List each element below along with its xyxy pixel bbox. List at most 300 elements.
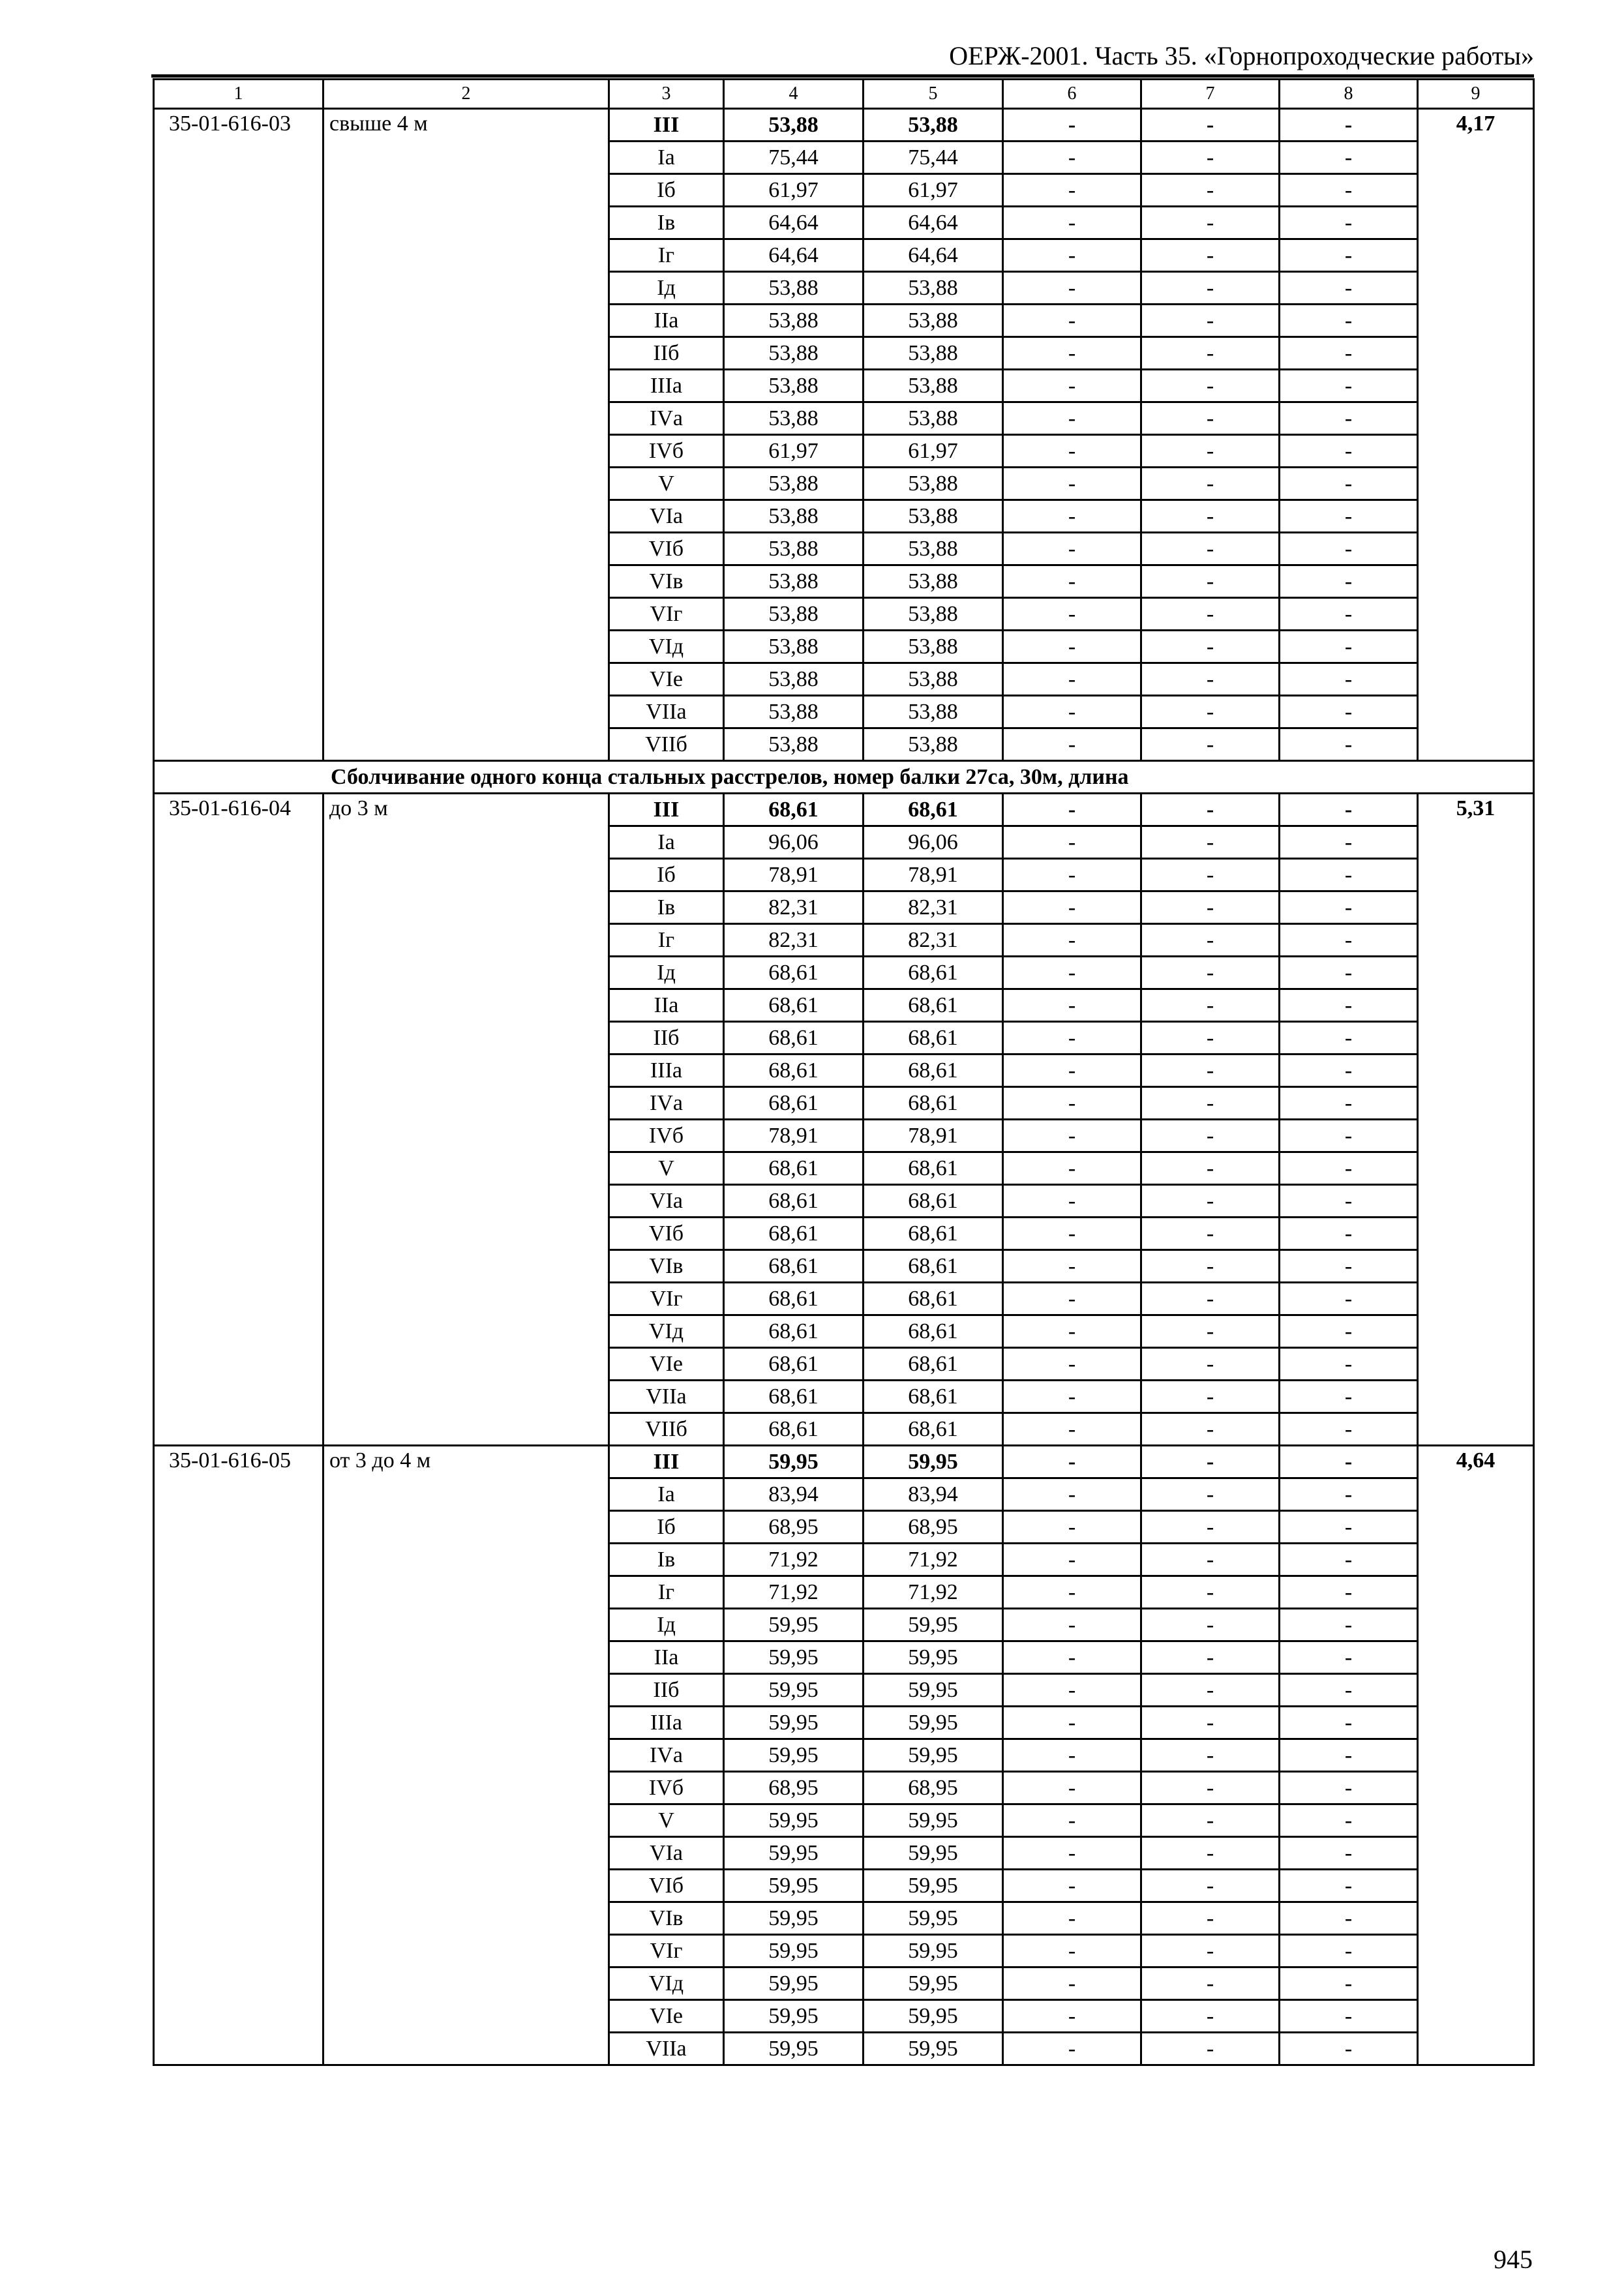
value-col4: 68,61 xyxy=(724,989,864,1022)
value-col6: - xyxy=(1003,565,1141,598)
value-col4: 78,91 xyxy=(724,859,864,891)
value-col5: 59,95 xyxy=(864,1870,1003,1902)
value-col4: 53,88 xyxy=(724,370,864,402)
value-col7: - xyxy=(1141,1348,1280,1381)
value-col4: 68,61 xyxy=(724,1348,864,1381)
value-col8: - xyxy=(1280,1185,1418,1218)
value-col4: 64,64 xyxy=(724,207,864,239)
zone-cell: Iа xyxy=(609,826,724,859)
value-col7: - xyxy=(1141,1870,1280,1902)
value-col6: - xyxy=(1003,1120,1141,1152)
value-col8: - xyxy=(1280,1707,1418,1739)
value-col8: - xyxy=(1280,1218,1418,1250)
value-col5: 68,61 xyxy=(864,1152,1003,1185)
zone-cell: IIIа xyxy=(609,1707,724,1739)
zone-cell: VIа xyxy=(609,1185,724,1218)
value-col5: 59,95 xyxy=(864,1739,1003,1772)
value-col4: 53,88 xyxy=(724,337,864,370)
value-col7: - xyxy=(1141,794,1280,826)
value-col7: - xyxy=(1141,1576,1280,1609)
value-col7: - xyxy=(1141,370,1280,402)
value-col7: - xyxy=(1141,1152,1280,1185)
value-col6: - xyxy=(1003,2033,1141,2065)
value-col4: 53,88 xyxy=(724,565,864,598)
value-col7: - xyxy=(1141,2033,1280,2065)
value-col4: 68,61 xyxy=(724,1185,864,1218)
zone-cell: VIа xyxy=(609,1837,724,1870)
value-col6: - xyxy=(1003,1446,1141,1478)
value-col6: - xyxy=(1003,1902,1141,1935)
value-col4: 68,61 xyxy=(724,957,864,989)
value-col4: 59,95 xyxy=(724,1707,864,1739)
value-col5: 68,95 xyxy=(864,1772,1003,1804)
value-col7: - xyxy=(1141,435,1280,468)
value-col8: - xyxy=(1280,1055,1418,1087)
value-col8: - xyxy=(1280,1804,1418,1837)
value-col6: - xyxy=(1003,239,1141,272)
value-col7: - xyxy=(1141,728,1280,761)
value-col8: - xyxy=(1280,826,1418,859)
zone-cell: IVб xyxy=(609,435,724,468)
value-col4: 59,95 xyxy=(724,1641,864,1674)
value-col7: - xyxy=(1141,239,1280,272)
value-col4: 53,88 xyxy=(724,500,864,533)
value-col5: 68,61 xyxy=(864,1413,1003,1446)
zone-cell: IIа xyxy=(609,989,724,1022)
value-col7: - xyxy=(1141,533,1280,565)
value-col8: - xyxy=(1280,468,1418,500)
value-col5: 61,97 xyxy=(864,174,1003,207)
value-col5: 53,88 xyxy=(864,402,1003,435)
value-col5: 75,44 xyxy=(864,142,1003,174)
value-col7: - xyxy=(1141,1544,1280,1576)
value-col5: 53,88 xyxy=(864,337,1003,370)
value-col6: - xyxy=(1003,957,1141,989)
value-col8: - xyxy=(1280,1902,1418,1935)
header-rule xyxy=(151,74,1534,78)
value-col8: - xyxy=(1280,1446,1418,1478)
zone-cell: III xyxy=(609,794,724,826)
value-col4: 53,88 xyxy=(724,728,864,761)
value-col8: - xyxy=(1280,1478,1418,1511)
column-number: 4 xyxy=(724,80,864,109)
value-col7: - xyxy=(1141,402,1280,435)
value-col6: - xyxy=(1003,826,1141,859)
zone-cell: V xyxy=(609,1152,724,1185)
value-col7: - xyxy=(1141,1315,1280,1348)
value-col7: - xyxy=(1141,1120,1280,1152)
value-col8: - xyxy=(1280,2033,1418,2065)
value-col5: 59,95 xyxy=(864,1641,1003,1674)
value-col6: - xyxy=(1003,1739,1141,1772)
value-col6: - xyxy=(1003,1381,1141,1413)
value-col4: 68,95 xyxy=(724,1772,864,1804)
value-col8: - xyxy=(1280,1935,1418,1967)
value-col7: - xyxy=(1141,989,1280,1022)
value-col6: - xyxy=(1003,500,1141,533)
value-col8: - xyxy=(1280,1152,1418,1185)
value-col7: - xyxy=(1141,109,1280,142)
value-col6: - xyxy=(1003,631,1141,663)
value-col6: - xyxy=(1003,1413,1141,1446)
value-col7: - xyxy=(1141,1446,1280,1478)
value-col4: 53,88 xyxy=(724,272,864,305)
value-col6: - xyxy=(1003,305,1141,337)
zone-cell: VIIа xyxy=(609,1381,724,1413)
value-col4: 68,61 xyxy=(724,1413,864,1446)
value-col8: - xyxy=(1280,1837,1418,1870)
value-col8: - xyxy=(1280,174,1418,207)
value-col6: - xyxy=(1003,1870,1141,1902)
zone-cell: VIIб xyxy=(609,1413,724,1446)
value-col8: - xyxy=(1280,1120,1418,1152)
value-col6: - xyxy=(1003,1804,1141,1837)
zone-cell: Iв xyxy=(609,891,724,924)
value-col5: 78,91 xyxy=(864,859,1003,891)
value-col6: - xyxy=(1003,109,1141,142)
value-col5: 68,95 xyxy=(864,1511,1003,1544)
value-col4: 68,61 xyxy=(724,1250,864,1283)
zone-cell: IIIа xyxy=(609,370,724,402)
value-col4: 59,95 xyxy=(724,1935,864,1967)
value-col8: - xyxy=(1280,989,1418,1022)
value-col7: - xyxy=(1141,1250,1280,1283)
value-col4: 68,61 xyxy=(724,1381,864,1413)
value-col5: 68,61 xyxy=(864,1348,1003,1381)
value-col4: 53,88 xyxy=(724,109,864,142)
value-col8: - xyxy=(1280,1609,1418,1641)
zone-cell: III xyxy=(609,109,724,142)
value-col5: 59,95 xyxy=(864,1446,1003,1478)
section-title: Сболчивание одного конца стальных расстрелов, номер балки 27са, 30м, длина xyxy=(154,761,1534,794)
value-col8: - xyxy=(1280,1250,1418,1283)
zone-cell: VIв xyxy=(609,1250,724,1283)
value-col5: 68,61 xyxy=(864,1055,1003,1087)
value-col8: - xyxy=(1280,435,1418,468)
value-col8: - xyxy=(1280,1674,1418,1707)
value-col5: 53,88 xyxy=(864,565,1003,598)
value-col5: 53,88 xyxy=(864,370,1003,402)
zone-cell: Iд xyxy=(609,272,724,305)
value-col8: - xyxy=(1280,1641,1418,1674)
value-col6: - xyxy=(1003,859,1141,891)
zone-cell: Iд xyxy=(609,1609,724,1641)
value-col5: 61,97 xyxy=(864,435,1003,468)
value-col5: 59,95 xyxy=(864,1935,1003,1967)
value-col4: 61,97 xyxy=(724,174,864,207)
value-col7: - xyxy=(1141,1413,1280,1446)
value-col5: 53,88 xyxy=(864,272,1003,305)
table-row xyxy=(154,794,1534,826)
value-col5: 53,88 xyxy=(864,631,1003,663)
value-col4: 68,61 xyxy=(724,794,864,826)
table-body xyxy=(154,80,1534,2065)
value-col5: 59,95 xyxy=(864,1609,1003,1641)
value-col4: 68,61 xyxy=(724,1087,864,1120)
value-col5: 68,61 xyxy=(864,1315,1003,1348)
value-col8: - xyxy=(1280,533,1418,565)
zone-cell: VIе xyxy=(609,663,724,696)
value-col7: - xyxy=(1141,1935,1280,1967)
value-col4: 75,44 xyxy=(724,142,864,174)
value-col7: - xyxy=(1141,1641,1280,1674)
value-col6: - xyxy=(1003,1283,1141,1315)
value-col5: 82,31 xyxy=(864,891,1003,924)
value-col7: - xyxy=(1141,1381,1280,1413)
value-col8: - xyxy=(1280,1348,1418,1381)
value-col6: - xyxy=(1003,1967,1141,2000)
value-col8: - xyxy=(1280,1772,1418,1804)
zone-cell: IVб xyxy=(609,1772,724,1804)
value-col4: 64,64 xyxy=(724,239,864,272)
value-col5: 53,88 xyxy=(864,598,1003,631)
value-col5: 53,88 xyxy=(864,468,1003,500)
value-col8: - xyxy=(1280,1315,1418,1348)
zone-cell: IIIа xyxy=(609,1055,724,1087)
zone-cell: Iб xyxy=(609,1511,724,1544)
value-col5: 68,61 xyxy=(864,1087,1003,1120)
zone-cell: VIIа xyxy=(609,2033,724,2065)
value-col6: - xyxy=(1003,1055,1141,1087)
value-col5: 68,61 xyxy=(864,1381,1003,1413)
value-col6: - xyxy=(1003,1087,1141,1120)
value-col4: 53,88 xyxy=(724,631,864,663)
zone-cell: IIа xyxy=(609,1641,724,1674)
value-col5: 59,95 xyxy=(864,1804,1003,1837)
zone-cell: Iг xyxy=(609,239,724,272)
value-col6: - xyxy=(1003,989,1141,1022)
value-col4: 53,88 xyxy=(724,696,864,728)
value-col7: - xyxy=(1141,2000,1280,2033)
value-col6: - xyxy=(1003,468,1141,500)
zone-cell: VIв xyxy=(609,565,724,598)
value-col6: - xyxy=(1003,1674,1141,1707)
value-col6: - xyxy=(1003,696,1141,728)
zone-cell: VIIб xyxy=(609,728,724,761)
zone-cell: VIг xyxy=(609,1935,724,1967)
value-col8: - xyxy=(1280,109,1418,142)
rates-table xyxy=(153,78,1535,2066)
value-col8: - xyxy=(1280,142,1418,174)
column-number: 2 xyxy=(323,80,609,109)
value-col4: 68,61 xyxy=(724,1022,864,1055)
value-col7: - xyxy=(1141,174,1280,207)
value-col5: 68,61 xyxy=(864,957,1003,989)
zone-cell: Iв xyxy=(609,1544,724,1576)
value-col7: - xyxy=(1141,1022,1280,1055)
column-number: 9 xyxy=(1418,80,1534,109)
value-col8: - xyxy=(1280,370,1418,402)
value-col4: 59,95 xyxy=(724,2000,864,2033)
value-col5: 68,61 xyxy=(864,1218,1003,1250)
zone-cell: IIб xyxy=(609,1674,724,1707)
zone-cell: VIг xyxy=(609,598,724,631)
value-col8: - xyxy=(1280,500,1418,533)
value-col4: 53,88 xyxy=(724,598,864,631)
value-col6: - xyxy=(1003,402,1141,435)
value-col6: - xyxy=(1003,337,1141,370)
value-col6: - xyxy=(1003,794,1141,826)
value-col5: 64,64 xyxy=(864,207,1003,239)
value-col8: - xyxy=(1280,1087,1418,1120)
zone-cell: VIд xyxy=(609,1967,724,2000)
value-col7: - xyxy=(1141,1511,1280,1544)
zone-cell: IVа xyxy=(609,1087,724,1120)
value-col4: 61,97 xyxy=(724,435,864,468)
value-col7: - xyxy=(1141,1185,1280,1218)
value-col6: - xyxy=(1003,1022,1141,1055)
value-col6: - xyxy=(1003,370,1141,402)
value-col4: 68,61 xyxy=(724,1152,864,1185)
column-number-row xyxy=(154,80,1534,109)
zone-cell: VIа xyxy=(609,500,724,533)
section-title-row xyxy=(154,761,1534,794)
value-col4: 71,92 xyxy=(724,1576,864,1609)
value-col4: 53,88 xyxy=(724,533,864,565)
zone-cell: VIд xyxy=(609,631,724,663)
value-col6: - xyxy=(1003,1511,1141,1544)
value-col7: - xyxy=(1141,1804,1280,1837)
value-col7: - xyxy=(1141,1902,1280,1935)
value-col5: 53,88 xyxy=(864,696,1003,728)
value-col5: 53,88 xyxy=(864,305,1003,337)
value-col5: 64,64 xyxy=(864,239,1003,272)
value-col8: - xyxy=(1280,1870,1418,1902)
zone-cell: IIб xyxy=(609,1022,724,1055)
value-col6: - xyxy=(1003,924,1141,957)
value-col7: - xyxy=(1141,598,1280,631)
zone-cell: VIб xyxy=(609,1870,724,1902)
zone-cell: IIб xyxy=(609,337,724,370)
value-col5: 71,92 xyxy=(864,1576,1003,1609)
column-number: 5 xyxy=(864,80,1003,109)
value-col8: - xyxy=(1280,1381,1418,1413)
zone-cell: VIе xyxy=(609,2000,724,2033)
value-col5: 53,88 xyxy=(864,663,1003,696)
value-col7: - xyxy=(1141,1772,1280,1804)
value-col7: - xyxy=(1141,207,1280,239)
value-col7: - xyxy=(1141,631,1280,663)
value-col6: - xyxy=(1003,728,1141,761)
value-col5: 59,95 xyxy=(864,1837,1003,1870)
value-col7: - xyxy=(1141,500,1280,533)
value-col8: - xyxy=(1280,1283,1418,1315)
value-col7: - xyxy=(1141,859,1280,891)
value-col4: 59,95 xyxy=(724,1446,864,1478)
value-col7: - xyxy=(1141,663,1280,696)
value-col8: - xyxy=(1280,1576,1418,1609)
value-col8: - xyxy=(1280,696,1418,728)
column-number: 1 xyxy=(154,80,323,109)
zone-cell: Iг xyxy=(609,1576,724,1609)
value-col7: - xyxy=(1141,1707,1280,1739)
value-col6: - xyxy=(1003,272,1141,305)
value-col7: - xyxy=(1141,337,1280,370)
value-col6: - xyxy=(1003,533,1141,565)
value-col9: 5,31 xyxy=(1418,794,1534,1446)
zone-cell: VIд xyxy=(609,1315,724,1348)
value-col4: 59,95 xyxy=(724,1870,864,1902)
value-col5: 59,95 xyxy=(864,1707,1003,1739)
value-col4: 53,88 xyxy=(724,305,864,337)
column-number: 8 xyxy=(1280,80,1418,109)
value-col8: - xyxy=(1280,924,1418,957)
value-col4: 53,88 xyxy=(724,468,864,500)
value-col6: - xyxy=(1003,1544,1141,1576)
value-col4: 59,95 xyxy=(724,1739,864,1772)
value-col4: 82,31 xyxy=(724,891,864,924)
value-col8: - xyxy=(1280,1967,1418,2000)
page-number: 945 xyxy=(1494,2245,1533,2274)
zone-cell: Iа xyxy=(609,142,724,174)
value-col6: - xyxy=(1003,1576,1141,1609)
value-col6: - xyxy=(1003,1837,1141,1870)
value-col4: 96,06 xyxy=(724,826,864,859)
value-col6: - xyxy=(1003,663,1141,696)
value-col4: 68,61 xyxy=(724,1315,864,1348)
value-col5: 71,92 xyxy=(864,1544,1003,1576)
value-col8: - xyxy=(1280,728,1418,761)
value-col6: - xyxy=(1003,1315,1141,1348)
value-col5: 53,88 xyxy=(864,500,1003,533)
value-col7: - xyxy=(1141,1087,1280,1120)
rate-description: свыше 4 м xyxy=(323,109,609,761)
value-col5: 59,95 xyxy=(864,1967,1003,2000)
value-col6: - xyxy=(1003,1348,1141,1381)
rate-code: 35-01-616-05 xyxy=(154,1446,323,2065)
value-col4: 59,95 xyxy=(724,2033,864,2065)
value-col7: - xyxy=(1141,957,1280,989)
value-col4: 83,94 xyxy=(724,1478,864,1511)
value-col5: 83,94 xyxy=(864,1478,1003,1511)
value-col8: - xyxy=(1280,794,1418,826)
value-col6: - xyxy=(1003,207,1141,239)
column-number: 6 xyxy=(1003,80,1141,109)
value-col4: 53,88 xyxy=(724,663,864,696)
page-header: ОЕРЖ-2001. Часть 35. «Горнопроходческие работы» xyxy=(949,41,1534,70)
value-col6: - xyxy=(1003,891,1141,924)
value-col6: - xyxy=(1003,174,1141,207)
value-col5: 53,88 xyxy=(864,109,1003,142)
zone-cell: IVа xyxy=(609,1739,724,1772)
value-col9: 4,17 xyxy=(1418,109,1534,761)
zone-cell: VIг xyxy=(609,1283,724,1315)
value-col5: 68,61 xyxy=(864,989,1003,1022)
value-col7: - xyxy=(1141,1674,1280,1707)
zone-cell: VIб xyxy=(609,1218,724,1250)
zone-cell: VIб xyxy=(609,533,724,565)
value-col7: - xyxy=(1141,696,1280,728)
value-col4: 59,95 xyxy=(724,1837,864,1870)
value-col8: - xyxy=(1280,891,1418,924)
value-col6: - xyxy=(1003,1152,1141,1185)
value-col6: - xyxy=(1003,2000,1141,2033)
value-col5: 68,61 xyxy=(864,794,1003,826)
zone-cell: VIIа xyxy=(609,696,724,728)
value-col8: - xyxy=(1280,859,1418,891)
value-col5: 68,61 xyxy=(864,1250,1003,1283)
zone-cell: VIв xyxy=(609,1902,724,1935)
value-col7: - xyxy=(1141,1478,1280,1511)
value-col8: - xyxy=(1280,1022,1418,1055)
value-col6: - xyxy=(1003,435,1141,468)
zone-cell: Iб xyxy=(609,859,724,891)
rate-code: 35-01-616-04 xyxy=(154,794,323,1446)
value-col8: - xyxy=(1280,239,1418,272)
value-col4: 82,31 xyxy=(724,924,864,957)
value-col7: - xyxy=(1141,826,1280,859)
value-col7: - xyxy=(1141,565,1280,598)
